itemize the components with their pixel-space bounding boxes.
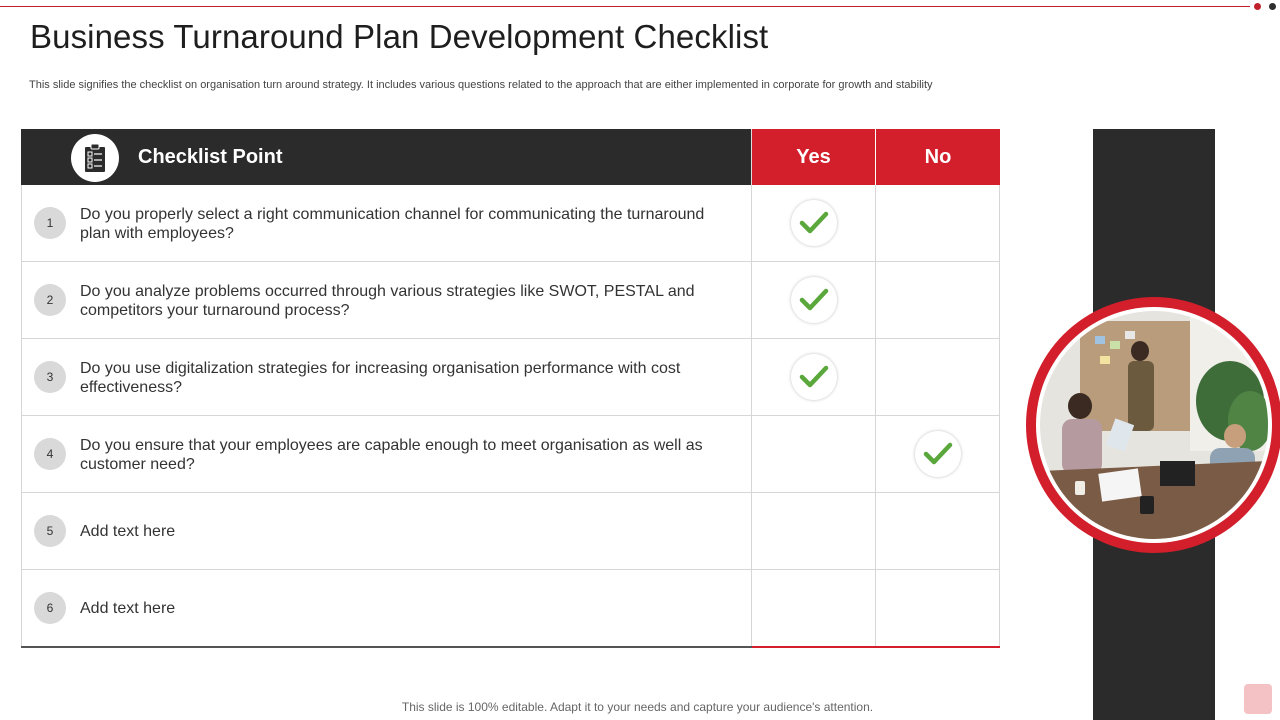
table-row [21,339,1000,416]
row-question-text: Add text here [80,600,176,617]
row-number-badge: 5 [34,515,66,547]
row-question-text: Do you use digitalization strategies for increasing organisation performance with cost effectiveness? [80,359,681,396]
row-number-badge: 2 [34,284,66,316]
header-yes: Yes [752,129,876,185]
row-question-text: Add text here [80,523,176,540]
row-no-cell [876,185,1000,261]
team-meeting-photo [1040,311,1268,539]
row-number-badge: 1 [34,207,66,239]
row-yes-cell [752,339,876,415]
top-accent-line [0,6,1250,7]
clipboard-checklist-icon [71,134,119,182]
photo-frame [1026,297,1280,553]
row-question-text: Do you properly select a right communication channel for communicating the turnaround plan with employees? [80,205,705,242]
table-row [21,493,1000,570]
header-no: No [876,129,1000,185]
row-no-cell [876,339,1000,415]
row-point-cell [21,339,752,415]
footer-note: This slide is 100% editable. Adapt it to your needs and capture your audience's attention. [401,700,874,714]
page-title: Business Turnaround Plan Development Checklist [30,18,769,55]
row-yes-cell [752,185,876,261]
table-header [21,129,1000,185]
table-row [21,185,1000,262]
row-yes-cell [752,570,876,647]
row-no-cell [876,262,1000,338]
checklist-table [21,129,1000,647]
checkmark-icon [915,431,961,477]
row-yes-cell [752,416,876,492]
table-row [21,262,1000,339]
row-no-cell [876,570,1000,647]
checkmark-icon [791,277,837,323]
row-number-badge: 6 [34,592,66,624]
row-point-cell [21,493,752,569]
header-point-label: Checklist Point [138,146,283,168]
corner-decoration [1244,684,1272,714]
table-bottom-accent-border [752,646,1000,648]
row-point-cell [21,262,752,338]
header-checklist-point [21,129,752,185]
row-point-cell [21,570,752,647]
row-no-cell [876,493,1000,569]
page-subtitle: This slide signifies the checklist on organisation turn around strategy. It includes various questions related to the approach that are either implemented in corporate for growth and stability [29,79,933,91]
row-no-cell [876,416,1000,492]
row-number-badge: 4 [34,438,66,470]
row-point-cell [21,416,752,492]
row-number-badge: 3 [34,361,66,393]
row-point-cell [21,185,752,261]
row-yes-cell [752,493,876,569]
accent-dot-dark [1269,3,1276,10]
row-yes-cell [752,262,876,338]
checkmark-icon [791,354,837,400]
row-question-text: Do you analyze problems occurred through various strategies like SWOT, PESTAL and competitors your turnaround process? [80,282,695,319]
photo-inner-ring [1036,307,1272,543]
accent-dot-red [1254,3,1261,10]
table-bottom-border [21,646,752,648]
table-row [21,570,1000,647]
row-question-text: Do you ensure that your employees are capable enough to meet organisation as well as customer need? [80,436,703,473]
checkmark-icon [791,200,837,246]
table-row [21,416,1000,493]
